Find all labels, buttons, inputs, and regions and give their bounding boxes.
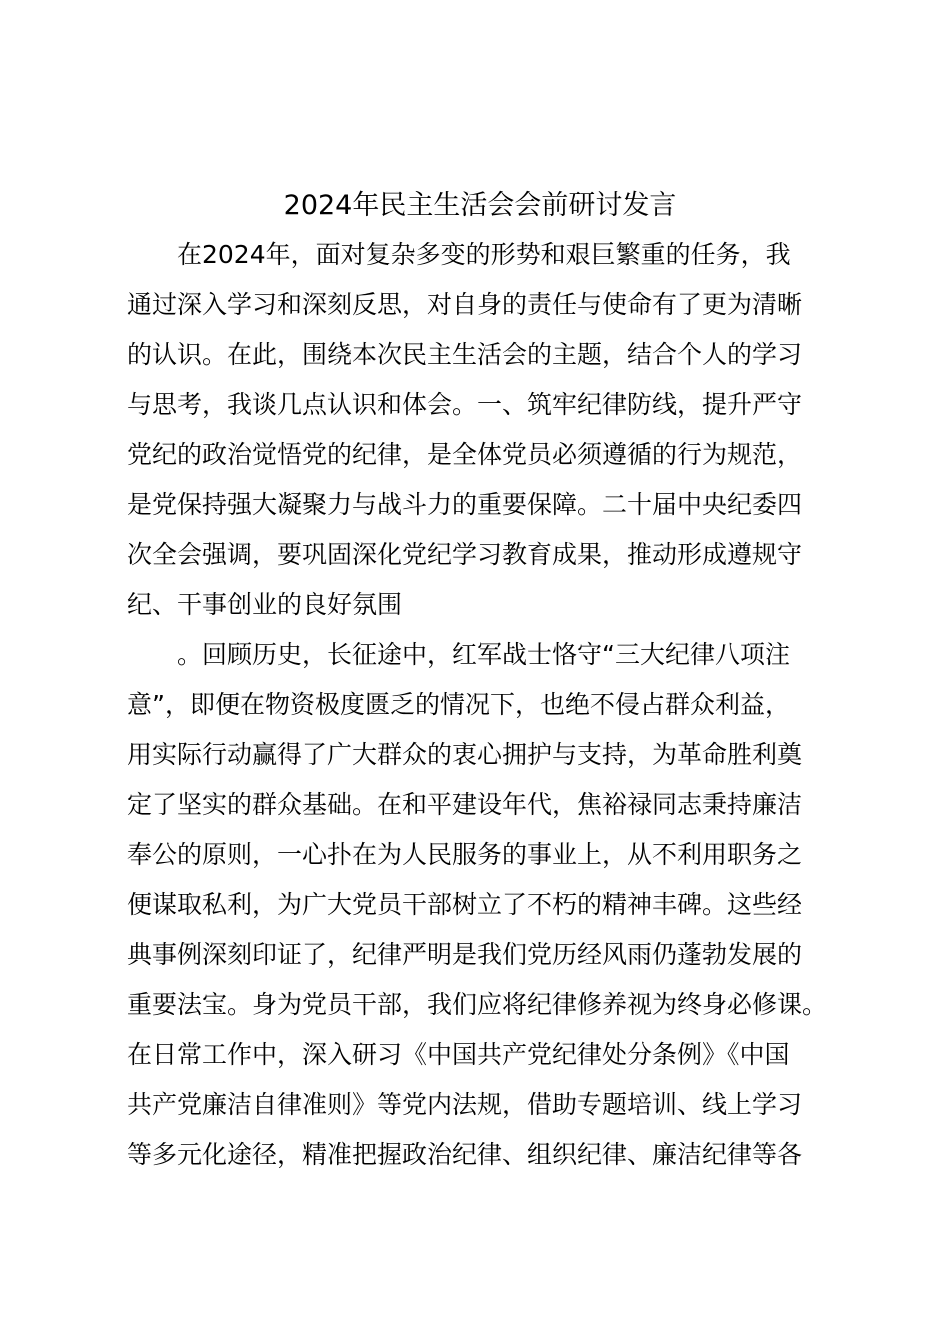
paragraph-line: 在2024年，面对复杂多变的形势和艰巨繁重的任务，我 xyxy=(177,240,791,269)
document-title: 2024年民主生活会会前研讨发言 xyxy=(283,190,677,221)
paragraph-line: 等多元化途径，精准把握政治纪律、组织纪律、廉洁纪律等各 xyxy=(127,1140,803,1169)
paragraph-line: 意”，即便在物资极度匮乏的情况下，也绝不侵占群众利益， xyxy=(127,690,790,719)
paragraph-line: 重要法宝。身为党员干部，我们应将纪律修养视为终身必修课。 xyxy=(127,990,828,1019)
paragraph-line: 是党保持强大凝聚力与战斗力的重要保障。二十届中央纪委四 xyxy=(127,490,803,519)
paragraph-line: 典事例深刻印证了，纪律严明是我们党历经风雨仍蓬勃发展的 xyxy=(127,940,803,969)
paragraph-line: 便谋取私利，为广大党员干部树立了不朽的精神丰碑。这些经 xyxy=(127,890,803,919)
paragraph-line: 的认识。在此，围绕本次民主生活会的主题，结合个人的学习 xyxy=(127,340,803,369)
paragraph-line: 通过深入学习和深刻反思，对自身的责任与使命有了更为清晰 xyxy=(127,290,803,319)
paragraph-line: 党纪的政治觉悟党的纪律，是全体党员必须遵循的行为规范， xyxy=(127,440,803,469)
paragraph-line: 。回顾历史，长征途中，红军战士恪守“三大纪律八项注 xyxy=(177,640,790,669)
paragraph-line: 奉公的原则，一心扑在为人民服务的事业上，从不利用职务之 xyxy=(127,840,803,869)
paragraph-line: 纪、干事创业的良好氛围 xyxy=(127,590,403,619)
paragraph-line: 定了坚实的群众基础。在和平建设年代，焦裕禄同志秉持廉洁 xyxy=(127,790,803,819)
paragraph-line: 共产党廉洁自律准则》等党内法规，借助专题培训、线上学习 xyxy=(127,1090,803,1119)
paragraph-line: 次全会强调，要巩固深化党纪学习教育成果，推动形成遵规守 xyxy=(127,540,803,569)
paragraph-line: 用实际行动赢得了广大群众的衷心拥护与支持，为革命胜利奠 xyxy=(127,740,803,769)
paragraph-line: 在日常工作中，深入研习《中国共产党纪律处分条例》《中国 xyxy=(127,1040,790,1069)
paragraph-line: 与思考，我谈几点认识和体会。一、筑牢纪律防线，提升严守 xyxy=(127,390,803,419)
